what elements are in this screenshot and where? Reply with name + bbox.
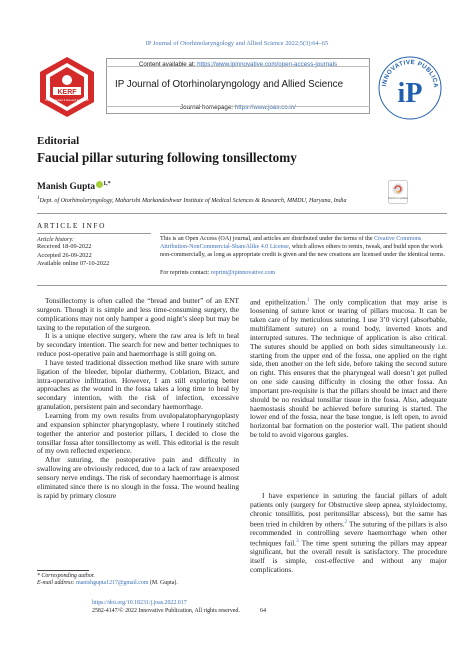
author-email [37,580,178,587]
homepage-prefix: Journal homepage: [180,104,234,111]
footnote-rule [37,570,89,571]
rule-after-affiliation [37,213,447,214]
reference-mark[interactable]: 1 [307,298,310,303]
author-line [37,181,111,192]
available-link[interactable]: https://www.ipinnovative.com/open-access-journals [197,61,338,68]
homepage-link[interactable]: https://www.joas.co.in/ [234,104,296,111]
body-paragraph [250,492,447,574]
online-date: Available online 07-10-2022 [37,260,110,268]
article-title: Faucial pillar suturing following tonsillectomy [37,150,297,165]
article-history [37,237,151,269]
body-left-column [37,297,239,500]
ip-logo-text: iP [397,78,423,109]
article-info-heading: ARTICLE INFO [37,221,107,230]
banner-rule-top [106,66,370,67]
license-link[interactable]: Creative Commons Attribution-NonCommercial-ShareAlike 4.0 License [160,236,422,250]
para-text: The time spent suturing the pillars may appear significant, but the overall result is satisfactory. The procedure itself is simple, cost-effective and without any major complications. [250,538,447,574]
check-updates-label: Check for updates [388,197,408,200]
doi-link[interactable]: https://doi.org/10.18231/j.joas.2022.017 [92,600,187,606]
license-text-before: This is an Open Access (OA) journal, and articles are distributed under the terms of the [160,236,375,242]
kerf-logo-subtext: Khyati Education & Research Foundation [45,99,89,102]
body-paragraph: It is a unique elective surgery, where the raw area is left to heal by secondary intention. The search for new and better techniques to reduce post-operative pain and haemorrhage is still going on. [37,331,239,359]
body-paragraph: After suturing, the postoperative pain and difficulty in swallowing are obviously reduced, due to a lack of raw area⁠exposed sensory nerve endings. The risk of secondary haemorrhage is almost eliminated since there is no slough in the fossa. The wound healing is rapid by primary closure [37,455,239,500]
license-rule [160,233,447,234]
affiliation-text: Dept. of Otorhinolaryngology, Maharishi Markandeshwar Institute of Medical Sciences & Research, MMDU, Haryana, India [39,198,347,205]
para-text: and epithelization. [250,297,308,307]
body-right-column [250,297,447,440]
author-marks: 1,* [103,181,111,187]
email-suffix: (M. Gupta). [148,580,178,587]
ip-ring-text: INNOVATIVE PUBLICA [381,58,440,88]
para-text: The only complication that may arise is loosening of suture knot or tearing of pillars mucosa. It can be taken care of by meticulous suturing. I use 3’0 vicryl (absorbable, multifilament suture) on a round body, inverted knots and interrupted sutures. The technique of application is also critical. The sutures should be applied on both sides simultaneously i.e. starting from the upper end of the fossa, one applied on the right side, then another on the left side, before taking the second suture on right. This ensures that the pharyngeal wall doesn’t get pulled on one side causing difficulty in closing the other fossa. An important pre-requisite is that the pillars should be intact and there should be no residual tonsillar tissue in the fossa. Also, adequate haemostasis should be achieved before suturing is started. The lower end of the fossa, near the base tongue, is left open, to avoid horizontal bar formation on the posterior wall. The patient should be told to avoid vigorous gargles. [250,297,447,440]
history-label: Article history: [37,237,75,243]
body-paragraph: I have tested traditional dissection method like snare with suture ligation of the bleeder, bipolar diathermy, Coblation, Bizact, and intra-operative infiltration. However, I am still exploring better approaches as the wound in the fossa takes a long time to heal by secondary intention, with the risk of infection, excessive granulation, persistent pain and secondary haemorrhage. [37,357,239,412]
banner-rule-bottom [106,106,370,107]
body-right-column-continued [250,492,447,574]
affiliation-mark: 1 [37,196,40,201]
body-paragraph: Learning from my own results from uvulopalatopharyngoplasty and expansion sphincter pharyngoplasty, where I routinely stitched together the anterior and posterior pillars, I decided to close the tonsillar fossa after tonsillectomy as well. This editorial is the result of my own reflected experience. [37,410,239,456]
reprint-contact [160,270,275,276]
accepted-date: Accepted 26-09-2022 [37,251,92,259]
rule-before-body [37,285,447,286]
journal-citation: IP Journal of Otorhinolaryngology and Allied Science 2022;5(3):64–65 [145,40,329,47]
reference-mark[interactable]: 3 [296,538,299,544]
article-info-rule [37,233,151,234]
journal-title: IP Journal of Otorhinolaryngology and Allied Science [115,79,344,90]
footnote [37,573,178,588]
email-link[interactable]: manishgupta1217@gmail.com [76,580,149,587]
para-text: The suturing of the pillars is also recommended in controlling severe haemorrhage when other techniques fail. [250,518,447,548]
copyright: 2582-4147/© 2022 Innovative Publication, All rights reserved. [92,608,240,614]
affiliation [37,196,447,204]
license-text-after: , which allows others to remix, tweak, and build upon the work non-commercially, as long as appropriate credit is given and the new creations are licensed under the identical terms. [160,243,446,258]
page-number: 64 [260,608,267,614]
section-label: Editorial [37,135,80,147]
received-date: Received 18-09-2022 [37,243,92,250]
kerf-logo [34,54,100,120]
corresponding-author: * Corresponding author. [37,573,95,579]
reference-mark[interactable]: 2 [344,519,348,525]
body-paragraph: Tonsillectomy is often called the “bread and butter” of an ENT surgeon. Though it is simple and less time-consuming surgery, the complications may not only hamper a good night’s sleep but may be taxing to the reputation of the surgeon. [37,296,239,332]
innovative-publication-logo [376,54,444,122]
license-statement [160,236,447,259]
reprint-prefix: For reprints contact: [160,270,211,276]
body-paragraph [250,297,447,440]
email-label: E-mail address: [37,580,77,587]
author-name[interactable]: Manish Gupta [37,182,96,193]
para-text: I have experience in suturing the faucial pillars of adult patients only (surgery for Obstructive sleep apnea, styloidectomy, chronic tonsillitis, post peritonsillar abscess), but the same has been tried in children by others. [250,491,447,528]
reprint-email-link[interactable]: reprint@ipinnovative.com [210,270,276,276]
available-prefix: Content available at: [138,61,196,68]
kerf-logo-text: KERF [57,89,77,96]
